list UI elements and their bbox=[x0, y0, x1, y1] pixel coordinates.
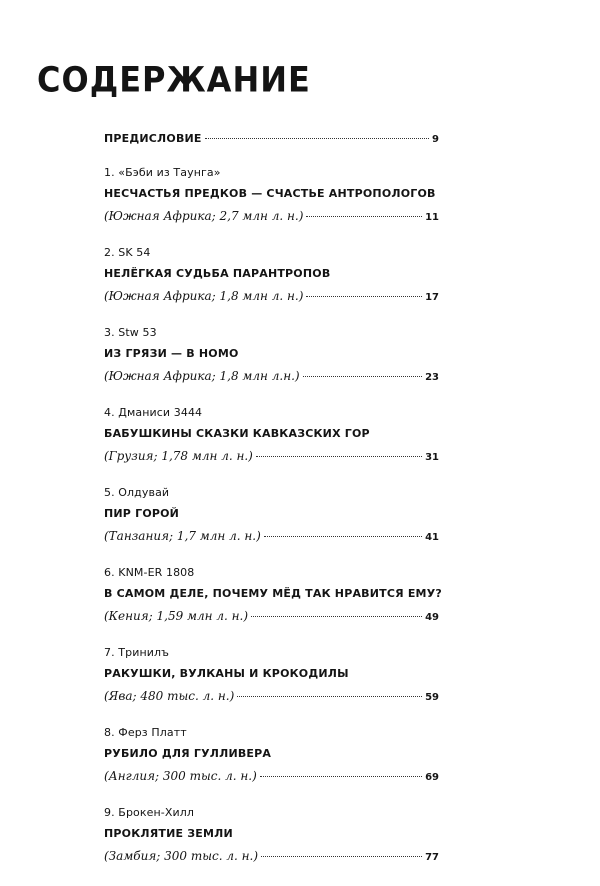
dot-leader bbox=[303, 376, 422, 377]
dot-leader bbox=[205, 138, 429, 139]
chapter-heading: 7. Тринилъ bbox=[104, 646, 169, 659]
preface-title[interactable]: ПРЕДИСЛОВИЕ bbox=[104, 132, 202, 145]
dot-leader bbox=[237, 696, 422, 697]
toc-entry[interactable] bbox=[104, 326, 439, 386]
chapter-heading: 8. Ферз Платт bbox=[104, 726, 187, 739]
chapter-title[interactable]: ПРОКЛЯТИЕ ЗЕМЛИ bbox=[104, 827, 233, 840]
dot-leader bbox=[251, 616, 422, 617]
page-number: 77 bbox=[425, 852, 439, 863]
toc-line bbox=[104, 131, 439, 148]
toc-entry[interactable] bbox=[104, 806, 439, 866]
toc-entry-preface[interactable] bbox=[104, 131, 439, 148]
chapter-title[interactable]: БАБУШКИНЫ СКАЗКИ КАВКАЗСКИХ ГОР bbox=[104, 427, 370, 440]
chapter-subtitle: (Южная Африка; 1,8 млн л. н.) bbox=[104, 289, 304, 303]
toc-line bbox=[104, 448, 439, 466]
chapter-title[interactable]: НЕСЧАСТЬЯ ПРЕДКОВ — СЧАСТЬЕ АНТРОПОЛОГОВ bbox=[104, 187, 436, 200]
chapter-subtitle: (Южная Африка; 1,8 млн л.н.) bbox=[104, 369, 300, 383]
toc-entry[interactable] bbox=[104, 246, 439, 306]
chapter-subtitle: (Кения; 1,59 млн л. н.) bbox=[104, 609, 249, 623]
toc-entry[interactable] bbox=[104, 646, 439, 706]
toc-line bbox=[104, 688, 439, 706]
chapter-heading: 1. «Бэби из Таунга» bbox=[104, 166, 221, 179]
chapter-heading: 4. Дманиси 3444 bbox=[104, 406, 203, 419]
table-of-contents bbox=[104, 131, 442, 886]
toc-entry[interactable] bbox=[104, 566, 442, 626]
toc-entry[interactable] bbox=[104, 166, 439, 226]
dot-leader bbox=[260, 776, 422, 777]
chapter-heading: 3. Stw 53 bbox=[104, 326, 157, 339]
page-title: СОДЕРЖАНИЕ bbox=[37, 59, 311, 101]
chapter-heading: 9. Брокен-Хилл bbox=[104, 806, 194, 819]
chapter-subtitle: (Ява; 480 тыс. л. н.) bbox=[104, 689, 235, 703]
toc-line bbox=[104, 848, 439, 866]
dot-leader bbox=[306, 296, 422, 297]
chapter-title[interactable]: РАКУШКИ, ВУЛКАНЫ И КРОКОДИЛЫ bbox=[104, 667, 349, 680]
chapter-heading: 5. Олдувай bbox=[104, 486, 170, 499]
chapter-title[interactable]: РУБИЛО ДЛЯ ГУЛЛИВЕРА bbox=[104, 747, 272, 760]
chapter-title[interactable]: ИЗ ГРЯЗИ — В HOMO bbox=[104, 347, 239, 360]
page-number: 69 bbox=[425, 772, 439, 783]
toc-line bbox=[104, 208, 439, 226]
chapter-subtitle: (Замбия; 300 тыс. л. н.) bbox=[104, 849, 259, 863]
page-number: 11 bbox=[425, 212, 439, 223]
dot-leader bbox=[256, 456, 422, 457]
chapter-heading: 6. KNM-ER 1808 bbox=[104, 566, 195, 579]
chapter-heading: 2. SK 54 bbox=[104, 246, 151, 259]
toc-line bbox=[104, 368, 439, 386]
toc-line bbox=[104, 528, 439, 546]
page-number: 41 bbox=[425, 532, 439, 543]
page-number: 23 bbox=[425, 372, 439, 383]
chapter-subtitle: (Южная Африка; 2,7 млн л. н.) bbox=[104, 209, 304, 223]
toc-line bbox=[104, 608, 439, 626]
chapter-subtitle: (Англия; 300 тыс. л. н.) bbox=[104, 769, 257, 783]
chapter-title[interactable]: ПИР ГОРОЙ bbox=[104, 507, 180, 520]
dot-leader bbox=[306, 216, 422, 217]
page-number: 31 bbox=[425, 452, 439, 463]
page-number: 49 bbox=[425, 612, 439, 623]
chapter-title[interactable]: В САМОМ ДЕЛЕ, ПОЧЕМУ МЁД ТАК НРАВИТСЯ ЕМУ? bbox=[104, 587, 442, 600]
toc-entry[interactable] bbox=[104, 406, 439, 466]
toc-line bbox=[104, 768, 439, 786]
chapter-subtitle: (Грузия; 1,78 млн л. н.) bbox=[104, 449, 253, 463]
dot-leader bbox=[264, 536, 422, 537]
chapter-title[interactable]: НЕЛЁГКАЯ СУДЬБА ПАРАНТРОПОВ bbox=[104, 267, 331, 280]
toc-line bbox=[104, 288, 439, 306]
toc-entry[interactable] bbox=[104, 486, 439, 546]
page-number: 17 bbox=[425, 292, 439, 303]
page-number: 9 bbox=[432, 134, 439, 145]
page-number: 59 bbox=[425, 692, 439, 703]
dot-leader bbox=[261, 856, 422, 857]
toc-entry[interactable] bbox=[104, 726, 439, 786]
chapter-subtitle: (Танзания; 1,7 млн л. н.) bbox=[104, 529, 261, 543]
